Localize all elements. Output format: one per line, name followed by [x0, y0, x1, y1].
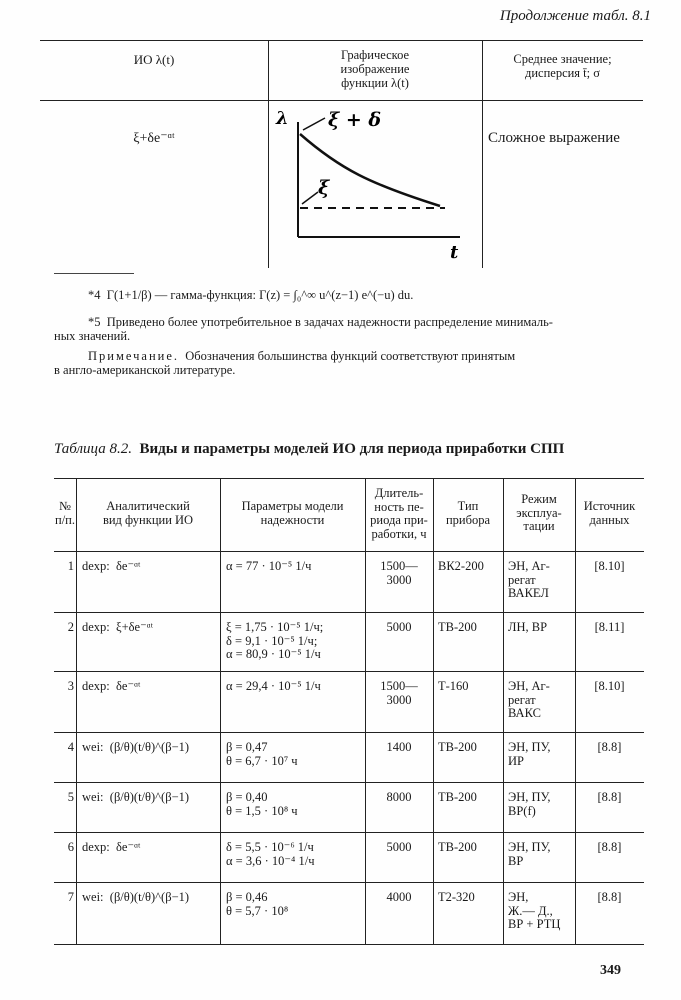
col-rule-2	[220, 478, 221, 944]
row5-num: 5	[67, 790, 74, 804]
row3-function: dexp: δe⁻ᵅᵗ	[82, 679, 141, 693]
row4-mode: ЭН, ПУ, ИР	[508, 740, 551, 768]
row5-source: [8.8]	[597, 790, 622, 804]
row6-duration: 5000	[386, 840, 412, 854]
row7-duration: 4000	[386, 890, 412, 904]
table82-header-rule	[54, 551, 644, 552]
col-rule-1	[76, 478, 77, 944]
row3-device: Т-160	[438, 679, 469, 693]
row4-device: ТВ-200	[438, 740, 477, 754]
row2-mode: ЛН, ВР	[508, 620, 548, 634]
row-rule-6	[54, 882, 644, 883]
row5-duration: 8000	[386, 790, 412, 804]
row1-source: [8.10]	[594, 559, 625, 573]
table82-top-rule	[54, 478, 644, 479]
table81-header-graph: Графическое изображение функции λ(t)	[340, 48, 410, 90]
graph-asymptote-pointer	[302, 192, 318, 204]
row1-params: α = 77 · 10⁻⁵ 1/ч	[226, 559, 312, 573]
row7-function: wei: (β/θ)(t/θ)^(β−1)	[82, 890, 190, 904]
graph-y-label: λ	[276, 108, 289, 129]
row5-mode: ЭН, ПУ, ВР(f)	[508, 790, 551, 818]
col-rule-5	[503, 478, 504, 944]
hazard-graph	[270, 104, 480, 264]
graph-x-label: t	[450, 242, 459, 263]
graph-curve-pointer	[303, 118, 325, 130]
row2-num: 2	[67, 620, 74, 634]
table81-function-cell: ξ+δe⁻ᵅᵗ	[133, 131, 175, 146]
row-rule-4	[54, 782, 644, 783]
row2-source: [8.11]	[594, 620, 625, 634]
header-parameters: Параметры модели надежности	[241, 499, 344, 527]
row4-params: β = 0,47 θ = 6,7 · 10⁷ ч	[226, 740, 298, 768]
continuation-label: Продолжение табл. 8.1	[499, 8, 651, 24]
header-function: Аналитический вид функции ИО	[102, 499, 194, 527]
row3-params: α = 29,4 · 10⁻⁵ 1/ч	[226, 679, 321, 693]
row3-num: 3	[67, 679, 74, 693]
row7-source: [8.8]	[597, 890, 622, 904]
table82-bottom-rule	[54, 944, 644, 945]
header-source: Источник данных	[583, 499, 636, 527]
col-rule-6	[575, 478, 576, 944]
row5-device: ТВ-200	[438, 790, 477, 804]
row4-function: wei: (β/θ)(t/θ)^(β−1)	[82, 740, 190, 754]
row5-function: wei: (β/θ)(t/θ)^(β−1)	[82, 790, 190, 804]
row4-source: [8.8]	[597, 740, 622, 754]
row-rule-5	[54, 832, 644, 833]
row2-duration: 5000	[386, 620, 412, 634]
col-rule-4	[433, 478, 434, 944]
row-rule-1	[54, 612, 644, 613]
row3-mode: ЭН, Аг- регат ВАКС	[508, 679, 550, 720]
row1-mode: ЭН, Аг- регат ВАКЕЛ	[508, 559, 550, 600]
row4-duration: 1400	[386, 740, 412, 754]
row7-params: β = 0,46 θ = 5,7 · 10⁸	[226, 890, 289, 918]
header-num: № п/п.	[55, 499, 75, 527]
table81-header-rule	[40, 100, 643, 101]
page-number: 349	[600, 963, 621, 978]
table81-mean-cell: Сложное выражение	[488, 130, 620, 146]
row-rule-3	[54, 732, 644, 733]
row1-duration: 1500— 3000	[380, 559, 418, 587]
row5-params: β = 0,40 θ = 1,5 · 10⁸ ч	[226, 790, 298, 818]
row4-num: 4	[67, 740, 74, 754]
graph-curve-label: ξ + δ	[328, 109, 382, 131]
row6-num: 6	[67, 840, 74, 854]
row2-function: dexp: ξ+δe⁻ᵅᵗ	[82, 620, 154, 634]
row6-params: δ = 5,5 · 10⁻⁶ 1/ч α = 3,6 · 10⁻⁴ 1/ч	[226, 840, 315, 868]
row1-num: 1	[67, 559, 74, 573]
row1-device: ВК2-200	[438, 559, 484, 573]
row2-params: ξ = 1,75 · 10⁻⁵ 1/ч; δ = 9,1 · 10⁻⁵ 1/ч; α = 80,9 · 10⁻⁵ 1/ч	[226, 620, 324, 661]
col-rule-3	[365, 478, 366, 944]
row-rule-2	[54, 671, 644, 672]
row6-mode: ЭН, ПУ, ВР	[508, 840, 551, 868]
row7-num: 7	[67, 890, 74, 904]
footnote-4: *4 Γ(1+1/β) — гамма-функция: Γ(z) = ∫₀^∞ u^(z−1) e^(−u) du.	[88, 288, 414, 302]
table81-header-function: ИО λ(t)	[133, 52, 175, 67]
row7-mode: ЭН, Ж.— Д., ВР + РТЦ	[508, 890, 561, 931]
footnote-rule	[54, 273, 134, 274]
row6-source: [8.8]	[597, 840, 622, 854]
row3-source: [8.10]	[594, 679, 625, 693]
row1-function: dexp: δe⁻ᵅᵗ	[82, 559, 141, 573]
header-duration: Длитель- ность пе- риода при- работки, ч	[370, 486, 428, 541]
table81-top-rule	[40, 40, 643, 41]
table81-header-mean: Среднее значение; дисперсия t̄; σ	[513, 52, 612, 80]
graph-asymptote-label: ξ	[318, 177, 330, 199]
row6-function: dexp: δe⁻ᵅᵗ	[82, 840, 141, 854]
row6-device: ТВ-200	[438, 840, 477, 854]
footnote-5: *5 Приведено более употребительное в задачах надежности распределение минималь- ных значений.	[54, 315, 553, 343]
row7-device: Т2-320	[438, 890, 475, 904]
row3-duration: 1500— 3000	[380, 679, 418, 707]
row2-device: ТВ-200	[438, 620, 477, 634]
table82-caption: Таблица 8.2. Виды и параметры моделей ИО для периода приработки СПП	[54, 441, 565, 457]
table-note: Примечание. Обозначения большинства функций соответствуют принятым в англо-американской литературе.	[54, 349, 516, 377]
header-device: Тип прибора	[445, 499, 491, 527]
header-mode: Режим эксплуа- тации	[516, 492, 562, 533]
